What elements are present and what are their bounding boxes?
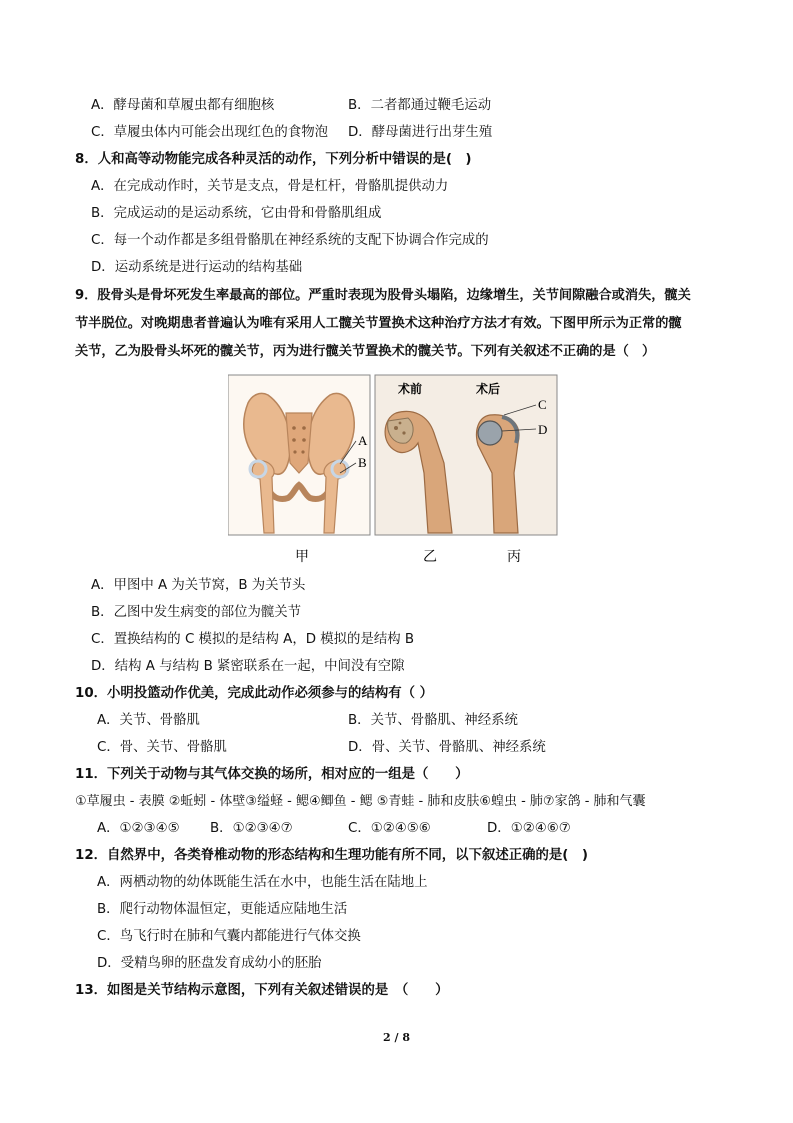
q11-stem: 11．下列关于动物与其气体交换的场所，相对应的一组是（ ）: [75, 767, 469, 782]
label-post-op: 术后: [476, 382, 501, 396]
label-b: B: [358, 455, 367, 470]
q11-option-c: C．①②④⑤⑥: [348, 821, 431, 836]
q11-list: ①草履虫 - 表膜 ②蚯蚓 - 体壁③缢蛏 - 鳃④鲫鱼 - 鳃 ⑤青蛙 - 肺和皮肤⑥蝗虫 - 肺⑦家鸽 - 肺和气囊: [75, 794, 646, 809]
label-d: D: [538, 422, 548, 437]
q12-option-a: A．两栖动物的幼体既能生活在水中，也能生活在陆地上: [97, 875, 428, 890]
q9-stem-line1: 9．股骨头是骨坏死发生率最高的部位。严重时表现为股骨头塌陷，边缘增生，关节间隙融合或消失，髋关: [75, 288, 691, 303]
q13-stem: 13．如图是关节结构示意图，下列有关叙述错误的是 （ ）: [75, 983, 449, 998]
q8-option-b: B．完成运动的是运动系统，它由骨和骨骼肌组成: [91, 206, 382, 221]
label-pre-op: 术前: [398, 382, 423, 396]
q11-option-b: B．①②③④⑦: [210, 821, 293, 836]
q12-option-d: D．受精鸟卵的胚盘发育成幼小的胚胎: [97, 956, 322, 971]
q8-stem: 8．人和高等动物能完成各种灵活的动作，下列分析中错误的是( ): [75, 152, 472, 167]
caption-jia: 甲: [295, 549, 309, 565]
q7-option-b: B．二者都通过鞭毛运动: [348, 98, 492, 113]
q9-option-c: C．置换结构的 C 模拟的是结构 A，D 模拟的是结构 B: [91, 632, 415, 647]
q8-option-d: D．运动系统是进行运动的结构基础: [91, 260, 303, 275]
q11-option-d: D．①②④⑥⑦: [487, 821, 571, 836]
caption-bing: 丙: [507, 549, 521, 565]
q10-option-d: D．骨、关节、骨骼肌、神经系统: [348, 740, 546, 755]
q9-option-d: D．结构 A 与结构 B 紧密联系在一起，中间没有空隙: [91, 659, 405, 674]
q12-stem: 12．自然界中，各类脊椎动物的形态结构和生理功能有所不同，以下叙述正确的是( ): [75, 848, 588, 863]
q7-option-d: D．酵母菌进行出芽生殖: [348, 125, 493, 140]
q8-option-a: A．在完成动作时，关节是支点，骨是杠杆，骨骼肌提供动力: [91, 179, 449, 194]
q12-option-c: C．鸟飞行时在肺和气囊内都能进行气体交换: [97, 929, 361, 944]
q10-stem: 10．小明投篮动作优美，完成此动作必须参与的结构有（ ）: [75, 686, 434, 701]
q11-option-a: A．①②③④⑤: [97, 821, 180, 836]
q10-option-a: A．关节、骨骼肌: [97, 713, 200, 728]
q12-option-b: B．爬行动物体温恒定，更能适应陆地生活: [97, 902, 348, 917]
q10-option-b: B．关节、骨骼肌、神经系统: [348, 713, 518, 728]
q7-option-c: C．草履虫体内可能会出现红色的食物泡: [91, 125, 328, 140]
q9-stem-line3: 关节，乙为股骨头坏死的髋关节，丙为进行髋关节置换术的髋关节。下列有关叙述不正确的是（ ）: [75, 344, 656, 359]
hip-joint-figure: [228, 373, 572, 568]
label-a: A: [358, 433, 368, 448]
q9-option-b: B．乙图中发生病变的部位为髋关节: [91, 605, 302, 620]
q8-option-c: C．每一个动作都是多组骨骼肌在神经系统的支配下协调合作完成的: [91, 233, 489, 248]
panel-yi-bing-frame: [375, 375, 557, 535]
q7-option-a: A．酵母菌和草履虫都有细胞核: [91, 98, 275, 113]
caption-yi: 乙: [423, 549, 437, 565]
hip-joint-illustration: [228, 373, 572, 568]
page-number: 2 / 8: [383, 1031, 410, 1044]
q10-option-c: C．骨、关节、骨骼肌: [97, 740, 227, 755]
label-c: C: [538, 397, 547, 412]
q9-stem-line2: 节半脱位。对晚期患者普遍认为唯有采用人工髋关节置换术这种治疗方法才有效。下图甲所示为正常的髋: [75, 316, 682, 331]
q9-option-a: A．甲图中 A 为关节窝，B 为关节头: [91, 578, 306, 593]
